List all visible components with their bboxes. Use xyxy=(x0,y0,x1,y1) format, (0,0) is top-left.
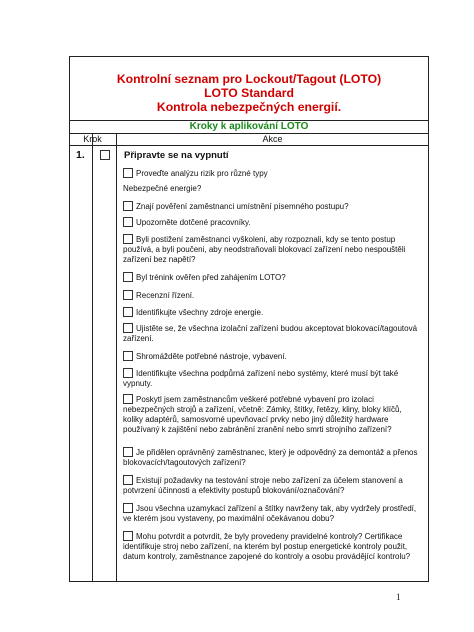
checklist-item xyxy=(123,234,423,265)
item-text: Upozorněte dotčené pracovníky. xyxy=(136,218,251,227)
column-header-krok: Krok xyxy=(83,134,102,144)
checklist-item xyxy=(123,531,423,562)
checklist-item xyxy=(123,323,423,344)
checklist-item xyxy=(123,307,423,318)
checklist-item xyxy=(123,447,423,468)
item-text: Mohu potvrdit a potvrdit, že byly provedeny pravidelné kontroly? Certifikace identifikuje stroj nebo zařízení, na kterém byl postup energetické kontroly použit, datum kontroly, zaměstnance zapojené do kontroly a osobu provádějící kontrolu? xyxy=(123,532,411,561)
column-divider xyxy=(92,134,93,581)
item-text: Poskytl jsem zaměstnancům veškeré potřebné vybavení pro izolaci nebezpečných strojů a zařízení, včetně: Zámky, štítky, řetězy, kliny, bloky klíčů, koliky adaptérů, samosvorné upevňovací prvky nebo jiný důležitý hardware používaný k zajištění nebo zabránění zranění nebo smrti strojního zařízení? xyxy=(123,395,402,434)
item-text: Identifikujte všechna podpůrná zařízení nebo systémy, které musí být také vypnuty. xyxy=(123,369,399,388)
checkbox[interactable] xyxy=(123,447,133,457)
item-text: Byl trénink ověřen před zahájením LOTO? xyxy=(136,273,286,282)
checklist-table xyxy=(69,56,429,582)
step-number: 1. xyxy=(76,149,85,161)
checkbox[interactable] xyxy=(123,351,133,361)
checklist-item xyxy=(123,168,423,179)
item-text: Shromážděte potřebné nástroje, vybavení. xyxy=(136,352,287,361)
checklist-item xyxy=(123,503,423,524)
step-heading: Připravte se na vypnutí xyxy=(124,150,229,161)
checklist-item xyxy=(123,217,423,228)
checklist-item xyxy=(123,394,423,435)
item-text: Ujistěte se, že všechna izolační zařízení budou akceptovat blokovací/tagoutová zařízení. xyxy=(123,324,418,343)
checklist-item xyxy=(123,475,423,496)
checkbox[interactable] xyxy=(123,290,133,300)
checkbox[interactable] xyxy=(123,531,133,541)
checklist-item xyxy=(123,351,423,362)
column-header-akce: Akce xyxy=(116,134,428,145)
checklist-item xyxy=(123,272,423,283)
column-divider xyxy=(116,134,117,581)
document-title: Kontrolní seznam pro Lockout/Tagout (LOTO) xyxy=(116,72,382,86)
checkbox[interactable] xyxy=(123,201,133,211)
document-subtitle: LOTO Standard xyxy=(204,86,294,100)
checkbox[interactable] xyxy=(123,503,133,513)
checkbox[interactable] xyxy=(123,234,133,244)
page-number: 1 xyxy=(396,592,401,602)
checkbox[interactable] xyxy=(123,272,133,282)
checklist-item xyxy=(123,368,423,389)
checkbox[interactable] xyxy=(123,475,133,485)
column-headers xyxy=(70,134,428,146)
checklist-item xyxy=(123,184,423,194)
item-text: Znají pověření zaměstnanci umístnění písemného postupu? xyxy=(136,202,349,211)
checkbox[interactable] xyxy=(123,307,133,317)
checkbox[interactable] xyxy=(123,323,133,333)
checklist-item xyxy=(123,290,423,301)
section-title: Kroky k aplikování LOTO xyxy=(70,121,428,134)
item-text: Byli postižení zaměstnanci vyškoleni, aby rozpoznali, kdy se tento postup používá, a byli poučeni, aby neodstraňovali blokovací zařízení nebo nespouštěli zařízení bez napětí? xyxy=(123,235,406,264)
item-text: Nebezpečné energie? xyxy=(123,184,202,193)
checkbox[interactable] xyxy=(123,217,133,227)
item-text: Existují požadavky na testování stroje nebo zařízení za účelem stanovení a potvrzení účinnosti a efektivity postupů blokování/označování? xyxy=(123,476,403,495)
checklist-item xyxy=(123,201,423,212)
document-subtitle-2: Kontrola nebezpečných energií. xyxy=(156,100,342,114)
item-text: Identifikujte všechny zdroje energie. xyxy=(136,308,264,317)
checkbox[interactable] xyxy=(123,368,133,378)
item-text: Recenzní řízení. xyxy=(136,291,195,300)
item-text: Jsou všechna uzamykací zařízení a štítky navrženy tak, aby vydržely prostředí, ve kterém jsou vystaveny, po maximální očekávanou dobu? xyxy=(123,504,417,523)
item-text: Je přidělen oprávněný zaměstnanec, který je odpovědný za demontáž a přenos blokovacích/tagoutových zařízení? xyxy=(123,448,418,467)
checkbox[interactable] xyxy=(123,168,133,178)
item-text: Proveďte analýzu rizik pro různé typy xyxy=(136,169,268,178)
checkbox[interactable] xyxy=(123,394,133,404)
title-block xyxy=(70,57,428,121)
step-checkbox[interactable] xyxy=(100,150,110,160)
